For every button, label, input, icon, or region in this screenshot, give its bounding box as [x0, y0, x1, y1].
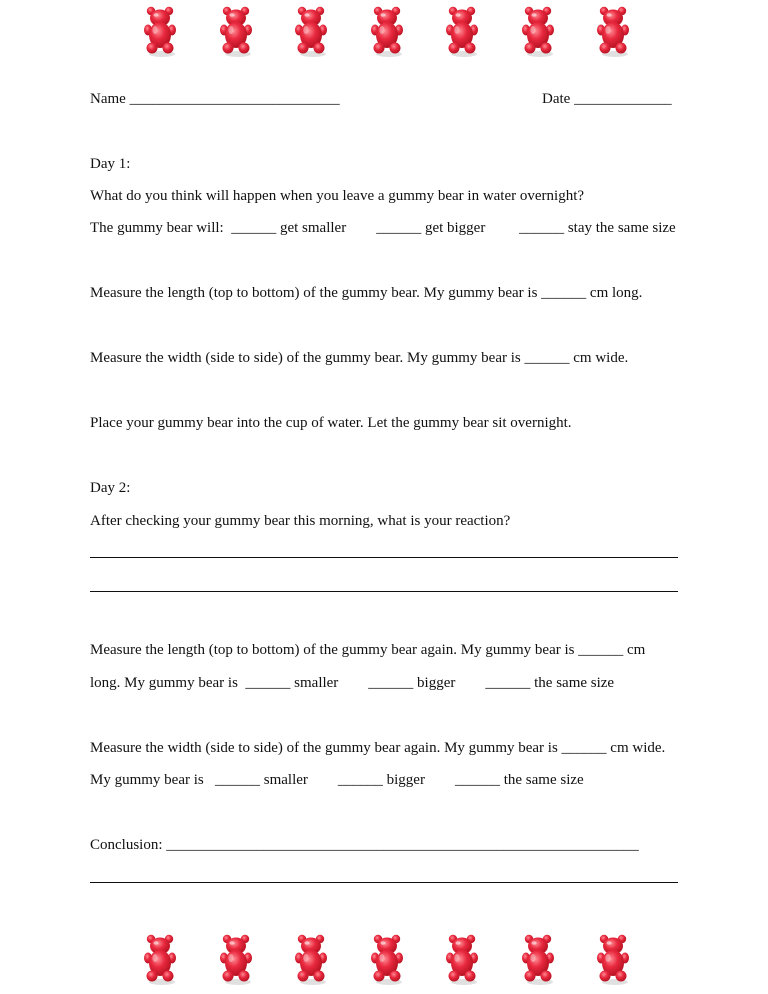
name-field[interactable]: Name ____________________________ [90, 91, 340, 107]
gummy-bear-icon [595, 932, 631, 986]
gummy-bear-icon [369, 4, 405, 58]
day2-width-line-1[interactable]: Measure the width (side to side) of the gummy bear again. My gummy bear is ______ cm wide. [90, 740, 666, 756]
conclusion-answer-line[interactable] [90, 882, 678, 883]
gummy-bear-icon [218, 4, 254, 58]
gummy-bear-icon [293, 932, 329, 986]
gummy-bear-icon [520, 932, 556, 986]
gummy-bear-icon [142, 4, 178, 58]
reaction-answer-line-1[interactable] [90, 557, 678, 558]
day1-heading: Day 1: [90, 156, 131, 172]
gummy-bear-icon [218, 932, 254, 986]
gummy-bear-icon [520, 4, 556, 58]
date-field[interactable]: Date _____________ [542, 91, 672, 107]
reaction-answer-line-2[interactable] [90, 591, 678, 592]
gummy-bear-icon [142, 932, 178, 986]
bottom-bear-border [0, 932, 768, 988]
day2-length-line-1[interactable]: Measure the length (top to bottom) of the gummy bear again. My gummy bear is ______ cm [90, 642, 646, 658]
top-bear-border [0, 4, 768, 60]
day2-heading: Day 2: [90, 480, 131, 496]
day1-width-line[interactable]: Measure the width (side to side) of the gummy bear. My gummy bear is ______ cm wide. [90, 350, 629, 366]
day2-width-line-2[interactable]: My gummy bear is ______ smaller ______ bigger ______ the same size [90, 772, 584, 788]
conclusion-line[interactable]: Conclusion: _______________________________________________________________ [90, 837, 639, 853]
gummy-bear-icon [595, 4, 631, 58]
day1-length-line[interactable]: Measure the length (top to bottom) of the gummy bear. My gummy bear is ______ cm long. [90, 285, 643, 301]
day2-length-line-2[interactable]: long. My gummy bear is ______ smaller ______ bigger ______ the same size [90, 675, 615, 691]
gummy-bear-icon [369, 932, 405, 986]
gummy-bear-icon [444, 4, 480, 58]
day1-question: What do you think will happen when you leave a gummy bear in water overnight? [90, 188, 585, 204]
day2-question: After checking your gummy bear this morning, what is your reaction? [90, 513, 511, 529]
day1-instruction: Place your gummy bear into the cup of water. Let the gummy bear sit overnight. [90, 415, 572, 431]
gummy-bear-icon [444, 932, 480, 986]
gummy-bear-icon [293, 4, 329, 58]
prediction-line[interactable]: The gummy bear will: ______ get smaller ______ get bigger ______ stay the same size [90, 220, 676, 236]
